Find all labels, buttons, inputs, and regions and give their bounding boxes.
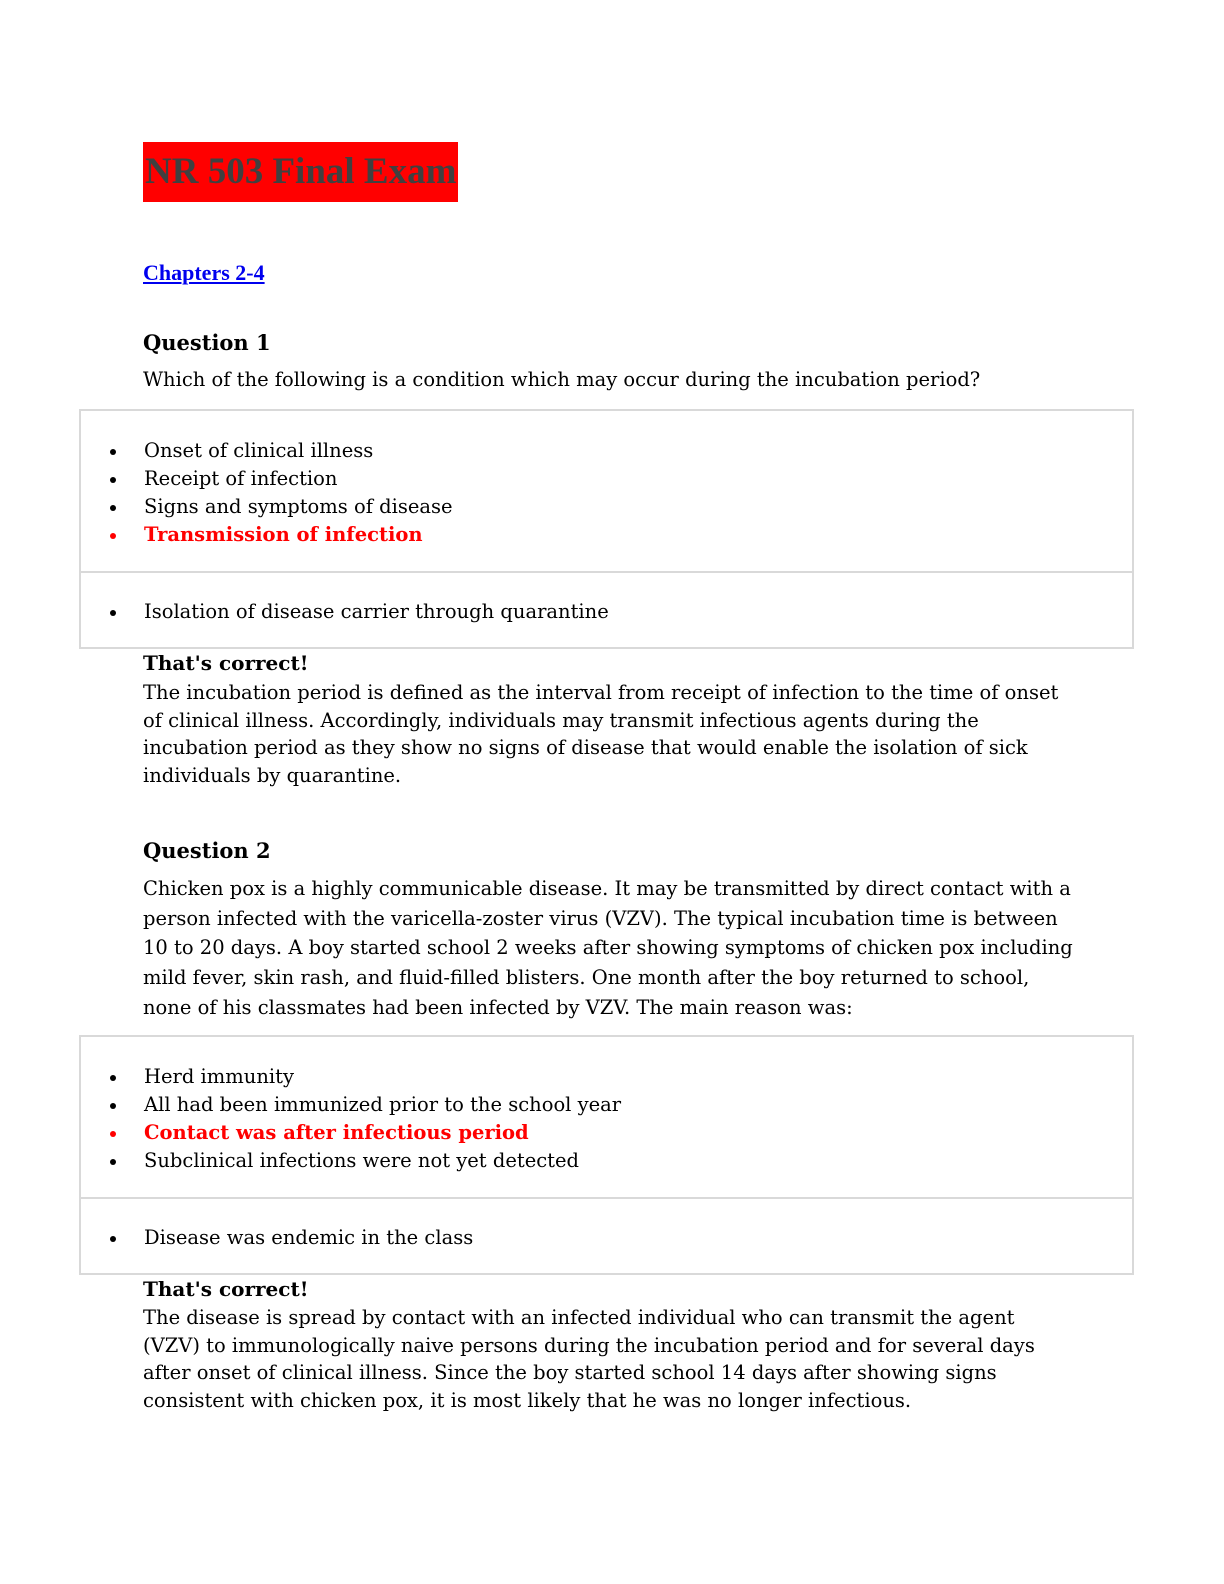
question-1-heading: Question 1 bbox=[143, 330, 271, 355]
question-1-option-4-correct[interactable]: Transmission of infection bbox=[81, 521, 453, 549]
question-2-heading: Question 2 bbox=[143, 838, 271, 863]
page-title: NR 503 Final Exam bbox=[143, 142, 458, 202]
question-1-feedback-text: The incubation period is defined as the interval from receipt of infection to the time of onset of clinical illness. Accordingly, individuals may transmit infectious agents during the incubation period as they show no signs of disease that would enable the isolation of sick individuals by quarantine. bbox=[143, 681, 1059, 788]
question-2-option-4[interactable]: Subclinical infections were not yet detected bbox=[81, 1147, 621, 1175]
question-1-options bbox=[81, 437, 453, 549]
question-2-divider bbox=[81, 1197, 1132, 1199]
question-1-answer-box bbox=[79, 409, 1134, 649]
question-1-divider bbox=[81, 571, 1132, 573]
question-2-feedback-heading: That's correct! bbox=[143, 1277, 309, 1301]
question-2-feedback-text: The disease is spread by contact with an infected individual who can transmit the agent (VZV) to immunologically naive persons during the incubation period and for several days after onset of clinical illness. Since the boy started school 14 days after showing signs consistent with chicken pox, it is most likely that he was no longer infectious. bbox=[143, 1306, 1035, 1413]
question-2-option-1[interactable]: Herd immunity bbox=[81, 1063, 621, 1091]
question-2-text: Chicken pox is a highly communicable disease. It may be transmitted by direct contact with a person infected with the varicella-zoster virus (VZV). The typical incubation time is between 10 to 20 days. A boy started school 2 weeks after showing symptoms of chicken pox including mild fever, skin rash, and fluid-filled blisters. One month after the boy returned to school, none of his classmates had been infected by VZV. The main reason was: bbox=[143, 877, 1073, 1019]
question-2-answer-box bbox=[79, 1035, 1134, 1275]
question-2-options bbox=[81, 1063, 621, 1175]
chapters-link[interactable]: Chapters 2-4 bbox=[143, 260, 265, 285]
question-2-option-5[interactable]: Disease was endemic in the class bbox=[81, 1224, 473, 1252]
question-2-option-3-correct[interactable]: Contact was after infectious period bbox=[81, 1119, 621, 1147]
question-1-options-extra bbox=[81, 598, 609, 626]
question-1-option-5[interactable]: Isolation of disease carrier through quarantine bbox=[81, 598, 609, 626]
question-1-option-3[interactable]: Signs and symptoms of disease bbox=[81, 493, 453, 521]
question-1-option-1[interactable]: Onset of clinical illness bbox=[81, 437, 453, 465]
question-1-text: Which of the following is a condition which may occur during the incubation period? bbox=[143, 368, 981, 391]
question-2-options-extra bbox=[81, 1224, 473, 1252]
question-2-option-2[interactable]: All had been immunized prior to the school year bbox=[81, 1091, 621, 1119]
question-1-option-2[interactable]: Receipt of infection bbox=[81, 465, 453, 493]
question-1-feedback-heading: That's correct! bbox=[143, 651, 309, 675]
